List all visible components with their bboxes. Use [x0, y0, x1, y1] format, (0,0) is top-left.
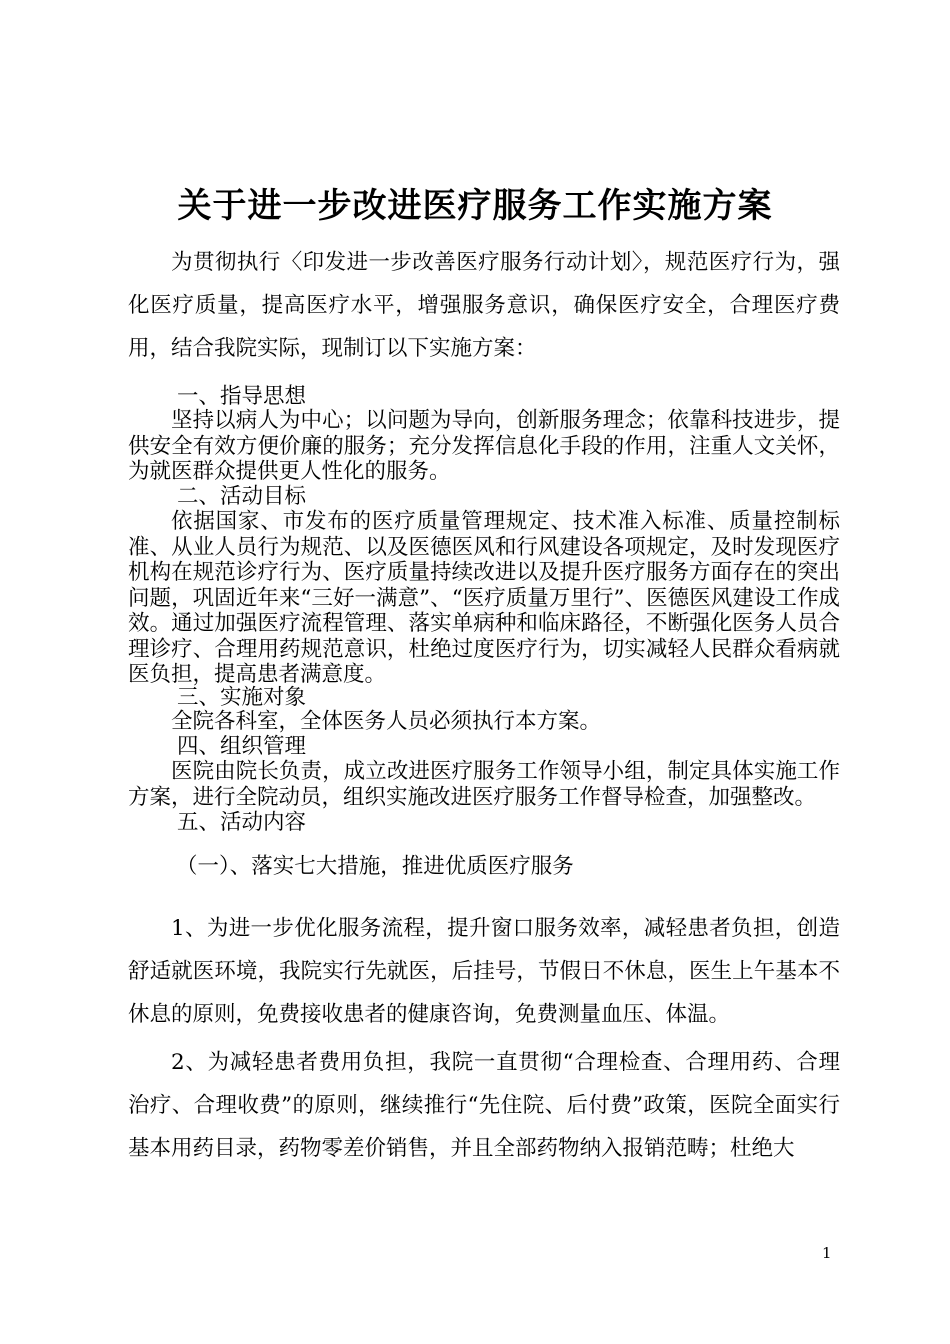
section-heading-4: 四、组织管理 [177, 734, 307, 759]
intro-paragraph: 为贯彻执行〈印发进一步改善医疗服务行动计划〉，规范医疗行为，强化医疗质量，提高医疗水平，增强服务意识，确保医疗安全，合理医疗费用，结合我院实际，现制订以下实施方案： [128, 250, 840, 361]
subsection-heading: （一）、落实七大措施，推进优质医疗服务 [176, 854, 574, 879]
section-body-3: 全院各科室，全体医务人员必须执行本方案。 [171, 709, 602, 734]
list-item-1: 1、为进一步优化服务流程，提升窗口服务效率，减轻患者负担，创造舒适就医环境，我院实行先就医，后挂号，节假日不休息，医生上午基本不休息的原则，免费接收患者的健康咨询，免费测量血压、体温。 [128, 916, 840, 1027]
section-heading-2: 二、活动目标 [177, 484, 307, 509]
section-heading-3: 三、实施对象 [177, 685, 307, 710]
section-heading-1: 一、指导思想 [177, 384, 307, 409]
document-title: 关于进一步改进医疗服务工作实施方案 [177, 186, 773, 226]
section-body-1: 坚持以病人为中心；以问题为导向，创新服务理念；依靠科技进步，提供安全有效方便价廉的服务；充分发挥信息化手段的作用，注重人文关怀，为就医群众提供更人性化的服务。 [128, 408, 840, 484]
list-item-2: 2、为减轻患者费用负担，我院一直贯彻“合理检查、合理用药、合理治疗、合理收费”的原则，继续推行“先住院、后付费”政策，医院全面实行基本用药目录，药物零差价销售，并且全部药物纳入报销范畴；杜绝大 [128, 1050, 840, 1161]
section-body-4: 医院由院长负责，成立改进医疗服务工作领导小组，制定具体实施工作方案，进行全院动员，组织实施改进医疗服务工作督导检查，加强整改。 [128, 759, 840, 810]
section-body-2: 依据国家、市发布的医疗质量管理规定、技术准入标准、质量控制标准、从业人员行为规范、以及医德医风和行风建设各项规定，及时发现医疗机构在规范诊疗行为、医疗质量持续改进以及提升医疗服务方面存在的突出问题，巩固近年来“三好一满意”、“医疗质量万里行”、医德医风建设工作成效。通过加强医疗流程管理、落实单病种和临床路径，不断强化医务人员合理诊疗、合理用药规范意识，杜绝过度医疗行为，切实减轻人民群众看病就医负担，提高患者满意度。 [128, 509, 840, 687]
section-heading-5: 五、活动内容 [177, 810, 307, 835]
page-number: 1 [822, 1244, 832, 1262]
